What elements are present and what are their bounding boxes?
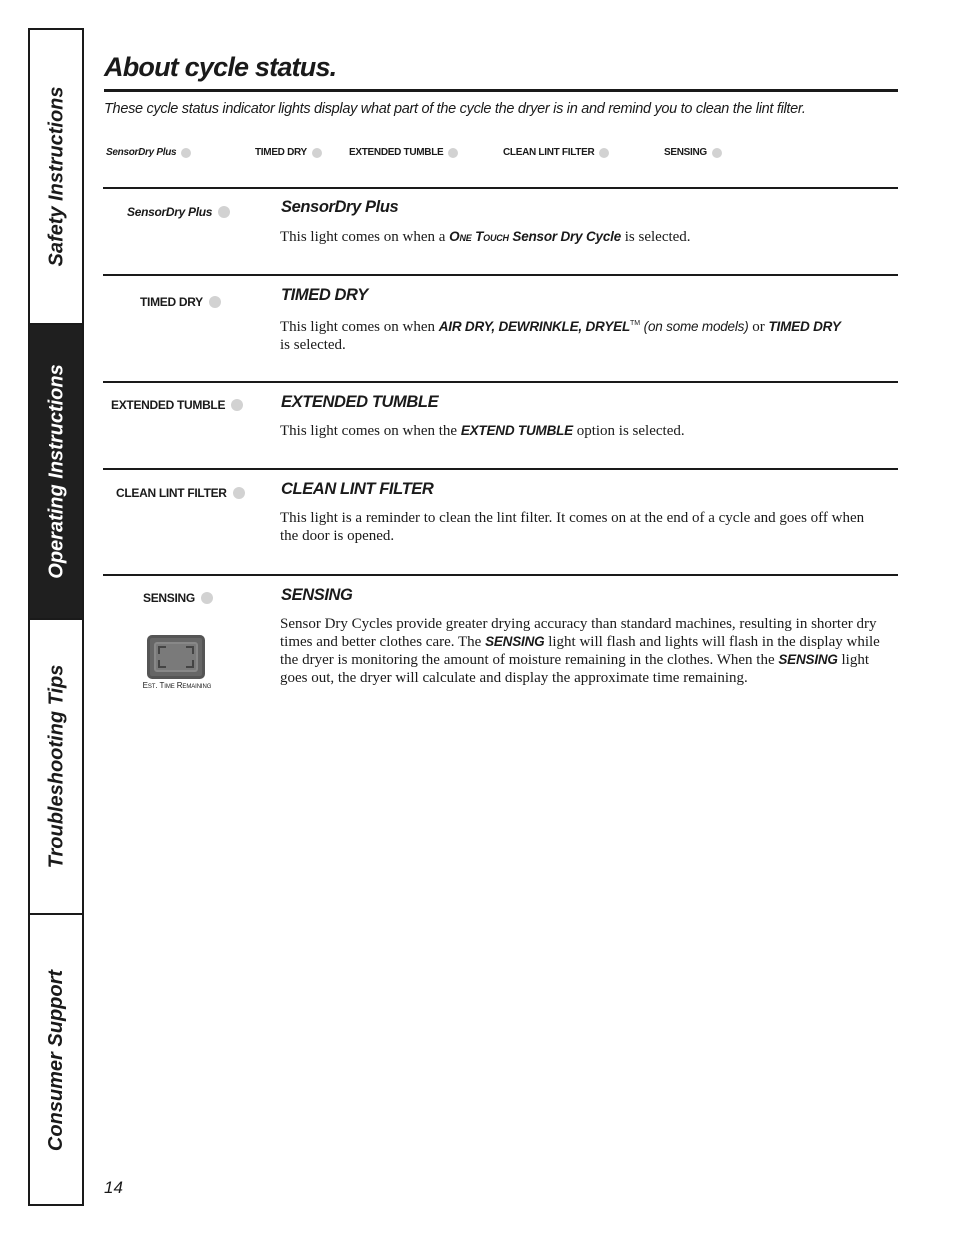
- section-body-timed-dry: This light comes on when AIR DRY, DEWRINKLE, DRYEL™ (on some models) or TIMED DRY is selected.: [280, 319, 841, 353]
- section-body-sensing: Sensor Dry Cycles provide greater drying accuracy than standard machines, resulting in shorter dry times and better clothes care. The SENSING light will flash and lights will flash in the display while the dryer is monitoring the amount of moisture remaining in the clothes. When the SENSING light goes out, the dryer will calculate and display the approximate time remaining.: [280, 616, 880, 686]
- section-heading-sensordry: SensorDry Plus: [281, 198, 399, 216]
- section-indicator-extended-tumble: EXTENDED TUMBLE: [111, 398, 243, 412]
- indicator-strip: [104, 147, 898, 165]
- side-tabs: [28, 28, 84, 1206]
- tab-troubleshooting-tips[interactable]: [30, 620, 84, 915]
- section-divider: [103, 274, 898, 276]
- section-indicator-sensordry: SensorDry Plus: [127, 205, 230, 219]
- section-heading-sensing: SENSING: [281, 586, 353, 604]
- section-indicator-clean-lint-filter: CLEAN LINT FILTER: [116, 486, 245, 500]
- tab-consumer-support[interactable]: [30, 915, 84, 1206]
- section-body-clean-lint-filter: This light is a reminder to clean the lint filter. It comes on at the end of a cycle and goes off when the door is opened.: [280, 510, 865, 544]
- section-divider: [103, 574, 898, 576]
- tab-label: Safety Instructions: [45, 86, 68, 267]
- indicator-extended-tumble: EXTENDED TUMBLE: [349, 147, 458, 158]
- intro-text: These cycle status indicator lights display what part of the cycle the dryer is in and remind you to clean the lint filter.: [104, 101, 806, 117]
- section-divider: [103, 381, 898, 383]
- section-body-extended-tumble: This light comes on when the EXTEND TUMBLE option is selected.: [280, 423, 685, 439]
- tab-safety-instructions[interactable]: [30, 30, 84, 325]
- section-divider: [103, 187, 898, 189]
- section-heading-timed-dry: TIMED DRY: [281, 286, 368, 304]
- indicator-sensing: SENSING: [664, 147, 722, 158]
- section-indicator-sensing: SENSING: [143, 591, 213, 605]
- indicator-light-icon: [218, 206, 230, 218]
- page-title: About cycle status.: [104, 52, 337, 82]
- time-display-icon: [147, 635, 205, 679]
- indicator-light-icon: [712, 148, 722, 158]
- indicator-light-icon: [209, 296, 221, 308]
- indicator-light-icon: [312, 148, 322, 158]
- indicator-light-icon: [233, 487, 245, 499]
- section-indicator-timed-dry: TIMED DRY: [140, 295, 221, 309]
- tab-divider: [82, 28, 84, 1206]
- section-body-sensordry: This light comes on when a One Touch Sensor Dry Cycle is selected.: [280, 229, 691, 245]
- page-number: 14: [104, 1178, 123, 1197]
- indicator-light-icon: [181, 148, 191, 158]
- tab-operating-instructions[interactable]: [30, 325, 84, 620]
- indicator-sensordry-plus: SensorDry Plus: [106, 147, 191, 158]
- indicator-timed-dry: TIMED DRY: [255, 147, 322, 158]
- tab-label: Troubleshooting Tips: [45, 664, 68, 869]
- tab-label: Consumer Support: [45, 969, 68, 1152]
- section-divider: [103, 468, 898, 470]
- display-caption: Est. Time Remaining: [142, 681, 212, 690]
- indicator-light-icon: [231, 399, 243, 411]
- indicator-light-icon: [201, 592, 213, 604]
- title-rule: [104, 89, 898, 92]
- indicator-clean-lint-filter: CLEAN LINT FILTER: [503, 147, 609, 158]
- section-heading-clean-lint-filter: CLEAN LINT FILTER: [281, 480, 434, 498]
- indicator-light-icon: [448, 148, 458, 158]
- indicator-light-icon: [599, 148, 609, 158]
- section-heading-extended-tumble: EXTENDED TUMBLE: [281, 393, 439, 411]
- tab-label: Operating Instructions: [45, 364, 68, 579]
